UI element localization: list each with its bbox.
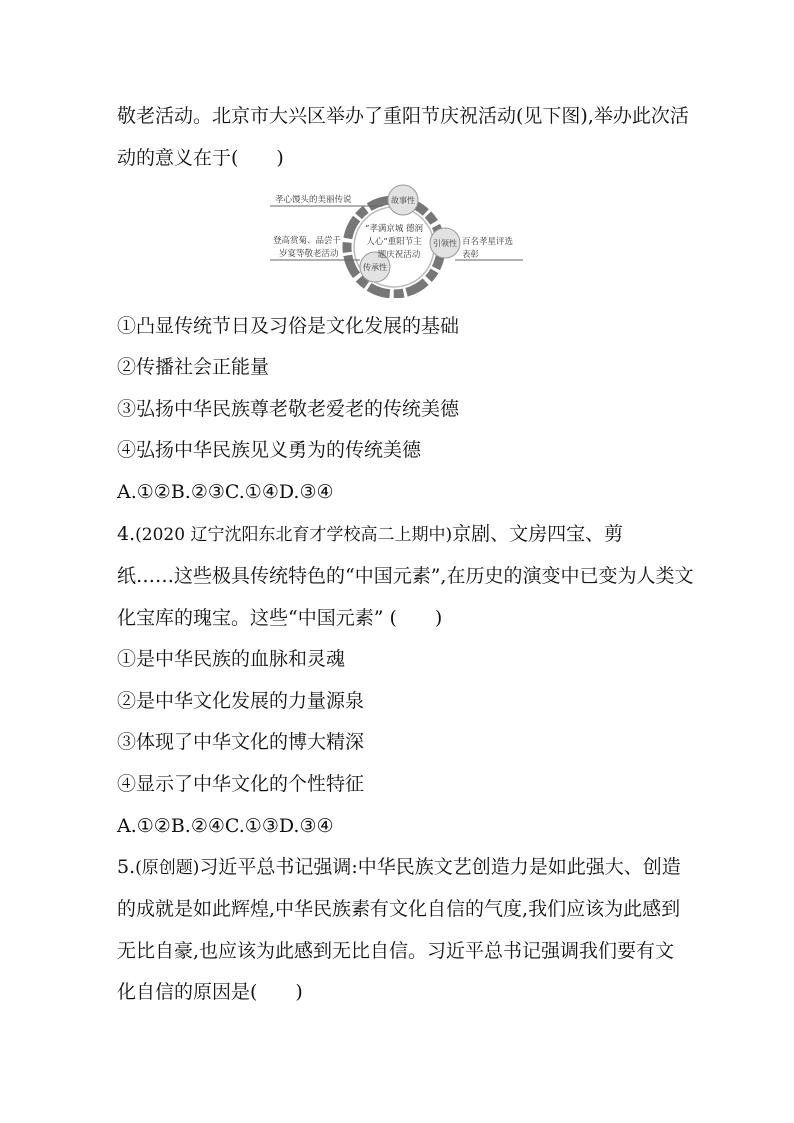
q4-option-4: ④显示了中华文化的个性特征 (117, 773, 365, 795)
q5-number: 5. (117, 856, 136, 878)
q4-stem-line1 (117, 522, 623, 547)
diagram-right-text-2: 表彰 (462, 250, 480, 260)
q3-stem-line1: 敬老活动。北京市大兴区举办了重阳节庆祝活动(见下图),举办此次活 (117, 105, 689, 127)
diagram-center-text-1: “孝满京城 德润 (364, 224, 424, 234)
diagram-left-top-text: 孝心馒头的美丽传说 (275, 195, 352, 205)
q4-option-1: ①是中华民族的血脉和灵魂 (117, 648, 346, 670)
diagram-tag-right-text: 引领性 (433, 239, 457, 248)
q5-stem-line2: 的成就是如此辉煌,中华民族素有文化自信的气度,我们应该为此感到 (117, 898, 681, 920)
diagram-tag-top-text: 故事性 (391, 196, 415, 205)
q5-stem-line1 (117, 855, 681, 880)
q3-diagram-svg (265, 180, 527, 298)
diagram-right-text-1: 百名孝星评选 (462, 237, 514, 247)
q4-stem-line3: 化宝库的瑰宝。这些“中国元素” ( ) (117, 607, 443, 629)
diagram-left-bottom-text-2: 岁宴等敬老活动 (279, 249, 339, 259)
diagram-left-bottom-text-1: 登高赏菊、品尝千 (273, 236, 342, 246)
q4-option-2: ②是中华文化发展的力量源泉 (117, 690, 365, 712)
q3-answer-choices: A.①②B.②③C.①④D.③④ (117, 481, 334, 503)
diagram-tag-left-text: 传承性 (363, 263, 387, 272)
q3-option-1: ①凸显传统节日及习俗是文化发展的基础 (117, 315, 460, 337)
q5-stem-line1-rest: 习近平总书记强调:中华民族文艺创造力是如此强大、创造 (199, 856, 681, 878)
q4-source: (2020 辽宁沈阳东北育才学校高二上期中) (135, 525, 453, 545)
q4-option-3: ③体现了中华文化的博大精深 (117, 731, 365, 753)
q4-stem-line1-rest: 京剧、文房四宝、剪 (452, 523, 624, 545)
q5-stem-line4: 化自信的原因是( ) (117, 981, 303, 1003)
q3-option-4: ④弘扬中华民族见义勇为的传统美德 (117, 439, 422, 461)
q4-stem-line2: 纸……这些极具传统特色的“中国元素”,在历史的演变中已变为人类文 (117, 565, 694, 587)
diagram-center-text-2: 人心”重阳节主 (366, 237, 422, 247)
q5-stem-line3: 无比自豪,也应该为此感到无比自信。习近平总书记强调我们要有文 (117, 940, 675, 962)
diagram-center-text-3: 题庆祝活动 (377, 250, 421, 260)
q4-number: 4. (117, 523, 136, 545)
q5-source: (原创题) (135, 858, 200, 878)
q4-answer-choices: A.①②B.②④C.①③D.③④ (117, 815, 334, 837)
q3-stem-line2: 动的意义在于( ) (117, 147, 284, 169)
q3-option-2: ②传播社会正能量 (117, 356, 270, 378)
q3-option-3: ③弘扬中华民族尊老敬老爱老的传统美德 (117, 398, 460, 420)
q3-diagram (265, 180, 527, 298)
